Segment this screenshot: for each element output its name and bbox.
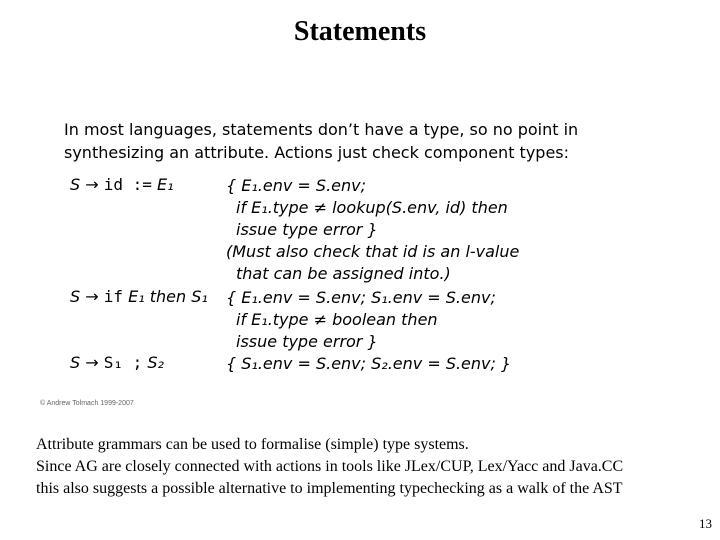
action-line: if E₁.type ≠ boolean then — [236, 310, 438, 329]
action-line: { S₁.env = S.env; S₂.env = S.env; } — [226, 354, 512, 373]
summary-text — [36, 434, 706, 500]
summary-line: Attribute grammars can be used to formalise (simple) type systems. — [36, 436, 469, 453]
rule-lhs-post: E₁ — [157, 175, 174, 194]
intro-paragraph: In most languages, statements don’t have a type, so no point in synthesizing an attribute. Actions just check component types: — [64, 120, 579, 162]
page-title: Statements — [293, 16, 427, 47]
rule-seq-lhs — [70, 353, 230, 372]
action-line: if E₁.type ≠ lookup(S.env, id) then — [236, 198, 508, 217]
rule-lhs-pre: S → — [70, 287, 99, 306]
rule-lhs-post: S₂ — [147, 353, 164, 372]
rule-if-actions — [226, 287, 556, 353]
rule-seq-actions — [226, 353, 556, 375]
rule-lhs-pre: S → — [70, 353, 99, 372]
action-line: { E₁.env = S.env; S₁.env = S.env; — [226, 288, 496, 307]
rule-lhs-keyword: if — [103, 287, 124, 306]
rule-lhs-keyword: id := — [103, 175, 152, 194]
rule-assign-actions — [226, 175, 556, 285]
rule-lhs-post: E₁ then S₁ — [128, 287, 208, 306]
rule-assign-lhs — [70, 175, 230, 194]
action-line: issue type error } — [236, 220, 378, 239]
summary-line: Since AG are closely connected with actions in tools like JLex/CUP, Lex/Yacc and Java.CC — [36, 458, 624, 475]
summary-line: this also suggests a possible alternative to implementing typechecking as a walk of the AST — [36, 480, 623, 497]
action-line: { E₁.env = S.env; — [226, 176, 366, 195]
action-line: that can be assigned into.) — [236, 264, 451, 283]
action-line: issue type error } — [236, 332, 378, 351]
rule-if-lhs — [70, 287, 230, 306]
rule-lhs-pre: S → — [70, 175, 99, 194]
rule-lhs-keyword: S₁ ; — [103, 353, 143, 372]
copyright-note: © Andrew Tolmach 1999-2007 — [40, 400, 134, 407]
page-number: 13 — [699, 516, 712, 531]
action-line: (Must also check that id is an l-value — [226, 242, 520, 261]
